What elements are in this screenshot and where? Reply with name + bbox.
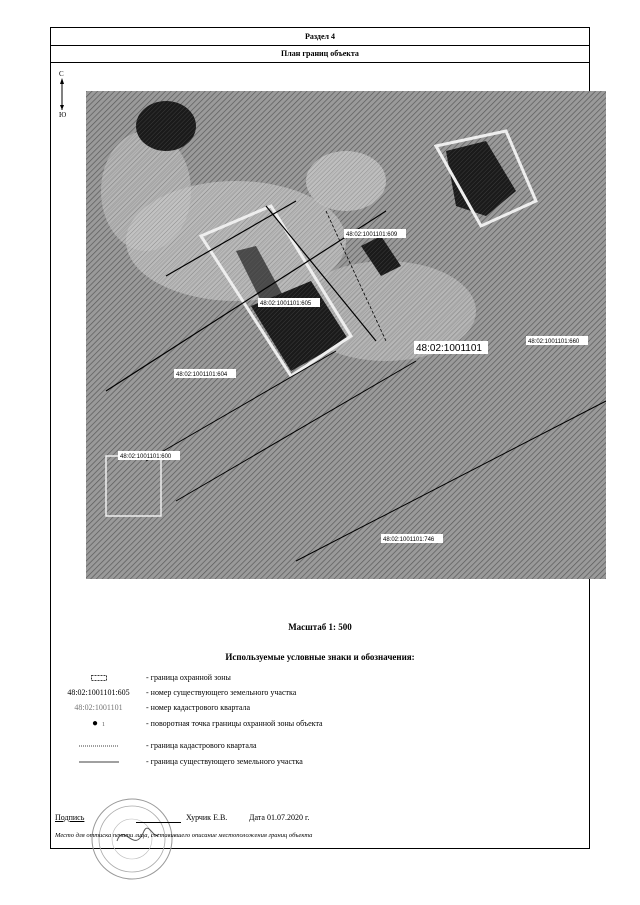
turning-point-symbol-icon: ● 1 [91,718,106,729]
stamp-place-note: Место для оттиска печати лица, составившего описание местоположения границ объекта [55,832,313,839]
signature-line [136,813,181,823]
quarter-label-text: 48:02:1001101 [416,343,482,354]
legend-text: - граница охранной зоны [146,673,231,682]
plot-label-604 [174,369,236,378]
legend-item [51,717,591,731]
legend-text: - граница существующего земельного участка [146,757,303,766]
aerial-map [86,91,606,579]
legend-text: - номер кадастрового квартала [146,703,251,712]
turning-point-number: 1 [102,722,106,728]
legend-symbol-text: 48:02:1001101:605 [67,688,130,697]
legend-item [51,739,591,753]
legend-text: - граница кадастрового квартала [146,741,257,750]
plot-label-609 [344,229,406,238]
legend-item [51,755,591,769]
plot-label-600 [118,451,180,460]
plot-label-text: 48:02:1001101:746 [383,537,435,543]
legend-text: - номер существующего земельного участка [146,688,297,697]
plot-label-660 [526,336,588,345]
document-frame [50,27,590,849]
section-header: Раздел 4 [51,28,589,46]
stamp-seal-icon [89,796,175,882]
legend-text: - поворотная точка границы охранной зоны объекта [146,719,323,728]
compass-north-label: С [59,70,64,78]
plot-label-text: 48:02:1001101:660 [528,339,580,345]
plot-label-746 [381,534,443,543]
quarter-boundary-symbol-icon [51,739,146,753]
legend-item [51,701,591,715]
plot-boundary-symbol-icon [51,755,146,769]
signature-date: Дата 01.07.2020 г. [249,813,310,822]
protection-zone-symbol-icon [51,671,146,685]
signature-label: Подпись [55,813,85,822]
legend-item [51,671,591,685]
compass-south-label: Ю [59,111,67,119]
north-arrow-icon [59,70,73,120]
plot-label-text: 48:02:1001101:604 [176,372,228,378]
plot-label-605 [258,298,320,307]
legend-symbol-text: 48:02:1001101 [74,703,123,712]
plot-label-text: 48:02:1001101:600 [120,454,172,460]
signer-name: Хурчик Е.В. [186,813,228,822]
plot-label-text: 48:02:1001101:609 [346,232,398,238]
plan-title: План границ объекта [51,45,589,63]
legend-item [51,686,591,700]
plot-label-text: 48:02:1001101:605 [260,301,312,307]
legend-title: Используемые условные знаки и обозначения: [225,652,415,662]
quarter-label [414,341,488,354]
scale-label: Масштаб 1: 500 [288,622,352,632]
